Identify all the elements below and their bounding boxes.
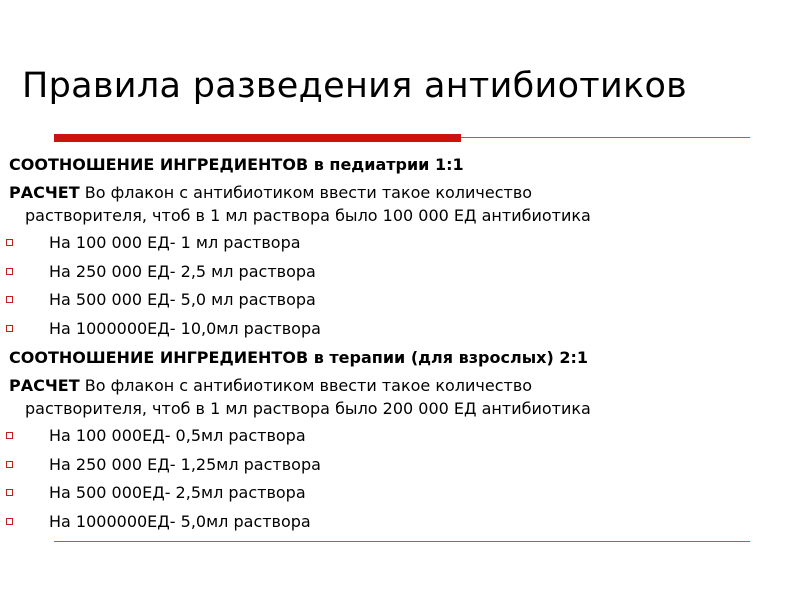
list-item [0,451,800,480]
square-bullet-icon [6,489,13,496]
list-item [0,422,800,451]
slide-content [0,150,800,536]
calculation-text-pediatrics [0,179,800,229]
list-item [0,508,800,537]
calculation-line-2: растворителя, чтоб в 1 мл раствора было 100 000 ЕД антибиотика [25,206,591,225]
list-item-text: На 250 000 ЕД- 1,25мл раствора [49,454,321,474]
list-item [0,229,800,258]
calculation-line-1: Во флакон с антибиотиком ввести такое количество [79,183,533,202]
calculation-text-therapy [0,372,800,422]
calculation-line-1: Во флакон с антибиотиком ввести такое количество [79,376,533,395]
list-item-text: На 1000000ЕД- 5,0мл раствора [49,511,311,531]
footer-divider [54,541,750,542]
square-bullet-icon [6,325,13,332]
section-heading-pediatrics: СООТНОШЕНИЕ ИНГРЕДИЕНТОВ в педиатрии 1:1 [9,155,464,174]
calculation-label: РАСЧЕТ [9,183,80,202]
list-item [0,315,800,344]
square-bullet-icon [6,268,13,275]
list-item [0,479,800,508]
calculation-line-2: растворителя, чтоб в 1 мл раствора было 200 000 ЕД антибиотика [25,399,591,418]
square-bullet-icon [6,461,13,468]
list-item-text: На 1000000ЕД- 10,0мл раствора [49,318,321,338]
list-item-text: На 500 000ЕД- 2,5мл раствора [49,483,306,502]
square-bullet-icon [6,239,13,246]
title-divider-accent [54,134,461,142]
square-bullet-icon [6,518,13,525]
list-item-text: На 100 000ЕД- 0,5мл раствора [49,426,306,445]
square-bullet-icon [6,296,13,303]
list-item-text: На 100 000 ЕД- 1 мл раствора [49,233,301,252]
list-item-text: На 250 000 ЕД- 2,5 мл раствора [49,261,316,281]
list-item-text: На 500 000 ЕД- 5,0 мл раствора [49,290,316,309]
calculation-label: РАСЧЕТ [9,376,80,395]
list-item [0,286,800,315]
slide-title: Правила разведения антибиотиков [22,66,688,106]
square-bullet-icon [6,432,13,439]
section-heading-therapy: СООТНОШЕНИЕ ИНГРЕДИЕНТОВ в терапии (для взрослых) 2:1 [9,348,589,367]
list-item [0,258,800,287]
